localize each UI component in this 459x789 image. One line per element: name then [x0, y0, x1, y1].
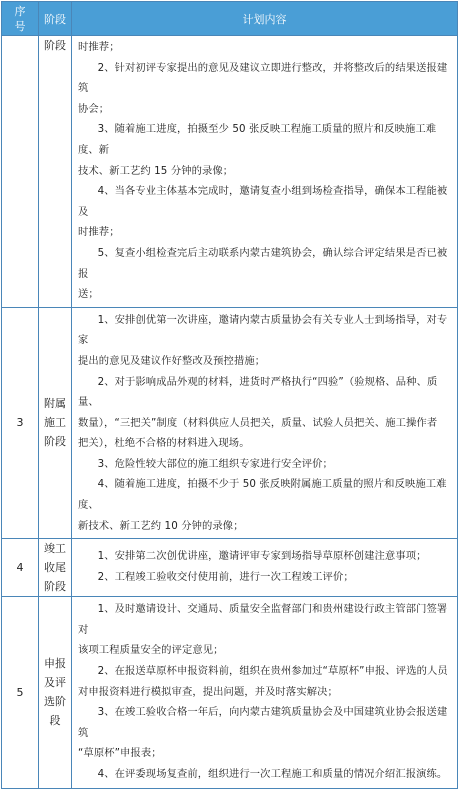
row-num-cell: 3 [2, 307, 39, 539]
row-content-cell [72, 539, 458, 597]
content-line: 4、当各专业主体基本完成时，邀请复查小组到场检查指导，确保本工程能被及 [78, 185, 448, 218]
table-row [2, 36, 458, 308]
header-content-cell: 计划内容 [72, 2, 458, 36]
stage-label-line: 收尾 [44, 561, 66, 575]
row-num-cell: 4 [2, 539, 39, 597]
plan-table [1, 1, 458, 789]
table-row [2, 307, 458, 539]
content-line: 时推荐； [78, 41, 120, 53]
header-stage-cell: 阶段 [39, 2, 72, 36]
stage-label-line: 申报 [44, 657, 66, 671]
stage-label-line: 施工 [44, 416, 66, 430]
content-line: 提出的意见及建议作好整改及预控措施； [78, 354, 266, 367]
content-line: 新技术、新工艺约 10 分钟的录像； [78, 519, 244, 532]
content-line: 送； [78, 288, 99, 301]
content-line: 3、随着施工进度，拍摄至少 50 张反映工程施工质量的照片和反映施工难度、新 [78, 123, 437, 156]
content-line: 时推荐； [78, 226, 120, 239]
header-num-line1: 序 [14, 4, 26, 18]
content-line: 技术、新工艺约 15 分钟的录像； [78, 164, 234, 177]
row-num-cell: 5 [2, 597, 39, 788]
content-line: 1、及时邀请设计、交通局、质量安全监督部门和贵州建设行政主管部门签署对 [78, 603, 448, 636]
content-line: 4、随着施工进度，拍摄不少于 50 张反映附属施工质量的照片和反映施工难度、 [78, 478, 447, 512]
stage-label-line: 阶段 [44, 580, 66, 594]
content-line: 1、安排创优第一次讲座，邀请内蒙古质量协会有关专业人士到场指导，对专家 [78, 313, 448, 347]
content-line: 协会； [78, 102, 110, 115]
stage-label: 阶段 [44, 39, 66, 52]
row-num-cell [2, 36, 39, 308]
content-line: 2、在报送草原杯申报资料前，组织在贵州参加过“草原杯”申报、评选的人员 [97, 665, 448, 678]
content-line: 2、对于影响成品外观的材料，进货时严格执行“四验”（验规格、品种、质量、 [78, 375, 438, 409]
row-stage-cell [39, 597, 72, 788]
content-line: 5、复查小组检查完后主动联系内蒙古建筑协会，确认综合评定结果是否已被报 [78, 246, 448, 280]
content-line: 对申报资料进行模拟审查，提出问题，并及时落实解决； [78, 685, 338, 698]
content-line: 2、工程竣工验收交付使用前，进行一次工程竣工评价； [97, 570, 354, 583]
content-line: 2、针对初评专家提出的意见及建议立即进行整改，并将整改后的结果送报建筑 [78, 61, 448, 95]
stage-label-line: 竣工 [44, 542, 66, 556]
content-line: 4、在评委现场复查前，组织进行一次工程施工和质量的情况介绍汇报演练。 [97, 768, 448, 780]
content-line: 3、危险性较大部位的施工组织专家进行安全评价； [97, 457, 333, 470]
content-line: 该项工程质量安全的评定意见； [78, 644, 224, 657]
header-num-line2: 号 [14, 19, 26, 33]
row-stage-cell [39, 539, 72, 597]
stage-label-line: 及评 [44, 676, 66, 690]
stage-label-line: 阶段 [44, 435, 66, 449]
stage-label-line: 段 [49, 714, 61, 728]
content-line: 1、安排第二次创优讲座，邀请评审专家到场指导草原杯创建注意事项； [97, 550, 427, 563]
row-stage-cell [39, 307, 72, 539]
content-line: 3、在竣工验收合格一年后，向内蒙古建筑质量协会及中国建筑业协会报送建筑 [78, 706, 448, 739]
content-line: “草原杯”申报表； [78, 747, 162, 760]
row-content-cell [72, 36, 458, 308]
stage-label-line: 附属 [44, 397, 66, 411]
content-line: 把关），杜绝不合格的材料进入现场。 [78, 437, 250, 450]
row-content-cell [72, 597, 458, 788]
table-row [2, 597, 458, 788]
header-num-cell [2, 2, 39, 36]
content-line: 数量），“三把关”制度（材料供应人员把关，质量、试验人员把关、施工操作者 [78, 416, 438, 429]
table-row [2, 539, 458, 597]
row-stage-cell [39, 36, 72, 308]
stage-label-line: 选阶 [44, 695, 66, 709]
table-header-row [2, 2, 458, 36]
row-content-cell [72, 307, 458, 539]
